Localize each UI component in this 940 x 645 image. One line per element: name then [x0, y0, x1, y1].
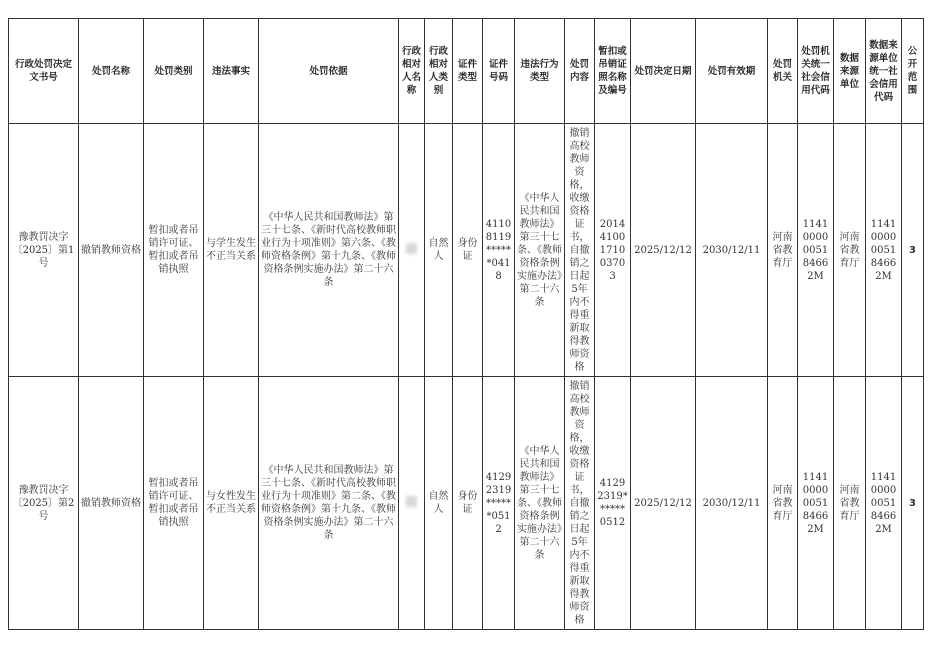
cell-valid-until: 2030/12/11: [696, 377, 768, 630]
cell-source-code: 11410000005184662M: [866, 377, 902, 630]
col-header-id-no: 证件号码: [483, 19, 515, 124]
col-header-violation-type: 违法行为类型: [515, 19, 565, 124]
cell-violation-type: 《中华人民共和国教师法》第三十七条、《教师资格条例实施办法》第二十六条: [515, 124, 565, 377]
cell-subject-name: [399, 124, 425, 377]
cell-authority: 河南省教育厅: [768, 124, 798, 377]
cell-id-type: 身份证: [453, 377, 483, 630]
cell-penalty-type: 暂扣或者吊销许可证、暂扣或者吊销执照: [144, 377, 204, 630]
cell-violation-type: 《中华人民共和国教师法》第三十七条、《教师资格条例实施办法》第二十六条: [515, 377, 565, 630]
cell-content: 撤销高校教师资格，收缴资格证书，自撤销之日起5年内不得重新取得教师资格: [565, 124, 595, 377]
cell-penalty-name: 撤销教师资格: [79, 124, 144, 377]
cell-facts: 与学生发生不正当关系: [204, 124, 259, 377]
cell-id-no: 41108119******0418: [483, 124, 515, 377]
col-header-doc-no: 行政处罚决定文书号: [9, 19, 79, 124]
cell-license-no: 20144100171003703: [595, 124, 631, 377]
col-header-basis: 处罚依据: [259, 19, 399, 124]
col-header-valid-until: 处罚有效期: [696, 19, 768, 124]
col-header-id-type: 证件类型: [453, 19, 483, 124]
cell-content: 撤销高校教师资格，收缴资格证书，自撤销之日起5年内不得重新取得教师资格: [565, 377, 595, 630]
cell-source-code: 11410000005184662M: [866, 124, 902, 377]
cell-subject-type: 自然人: [425, 377, 453, 630]
cell-authority-code: 11410000005184662M: [798, 124, 834, 377]
cell-authority: 河南省教育厅: [768, 377, 798, 630]
cell-basis: 《中华人民共和国教师法》第三十七条、《新时代高校教师职业行为十项准则》第二条、《教师资格条例》第十九条、《教师资格条例实施办法》第二十六条: [259, 377, 399, 630]
col-header-scope: 公开范围: [902, 19, 924, 124]
cell-license-no: 41292319******0512: [595, 377, 631, 630]
redacted-name-mask: [406, 496, 417, 507]
col-header-source-code: 数据来源单位统一社会信用代码: [866, 19, 902, 124]
table-row: [9, 124, 924, 377]
cell-basis: 《中华人民共和国教师法》第三十七条、《新时代高校教师职业行为十项准则》第六条、《教师资格条例》第十九条、《教师资格条例实施办法》第二十六条: [259, 124, 399, 377]
col-header-source-unit: 数据来源单位: [834, 19, 866, 124]
redacted-name-mask: [406, 243, 417, 254]
col-header-authority: 处罚机关: [768, 19, 798, 124]
cell-scope: 3: [902, 124, 924, 377]
cell-decision-date: 2025/12/12: [631, 377, 696, 630]
penalty-table: [8, 18, 924, 630]
col-header-license-no: 暂扣或吊销证照名称及编号: [595, 19, 631, 124]
cell-penalty-type: 暂扣或者吊销许可证、暂扣或者吊销执照: [144, 124, 204, 377]
cell-subject-type: 自然人: [425, 124, 453, 377]
cell-source-unit: 河南省教育厅: [834, 377, 866, 630]
header-row: [9, 19, 924, 124]
col-header-authority-code: 处罚机关统一社会信用代码: [798, 19, 834, 124]
cell-id-type: 身份证: [453, 124, 483, 377]
cell-scope: 3: [902, 377, 924, 630]
table-row: [9, 377, 924, 630]
cell-id-no: 41292319******0512: [483, 377, 515, 630]
cell-valid-until: 2030/12/11: [696, 124, 768, 377]
cell-source-unit: 河南省教育厅: [834, 124, 866, 377]
col-header-penalty-name: 处罚名称: [79, 19, 144, 124]
cell-decision-date: 2025/12/12: [631, 124, 696, 377]
col-header-decision-date: 处罚决定日期: [631, 19, 696, 124]
cell-authority-code: 11410000005184662M: [798, 377, 834, 630]
col-header-content: 处罚内容: [565, 19, 595, 124]
col-header-subject-name: 行政相对人名称: [399, 19, 425, 124]
cell-doc-no: 豫教罚决字〔2025〕第2号: [9, 377, 79, 630]
cell-doc-no: 豫教罚决字〔2025〕第1号: [9, 124, 79, 377]
col-header-facts: 违法事实: [204, 19, 259, 124]
col-header-penalty-type: 处罚类别: [144, 19, 204, 124]
cell-penalty-name: 撤销教师资格: [79, 377, 144, 630]
penalty-table-page: [8, 18, 924, 630]
cell-facts: 与女性发生不正当关系: [204, 377, 259, 630]
cell-subject-name: [399, 377, 425, 630]
col-header-subject-type: 行政相对人类别: [425, 19, 453, 124]
